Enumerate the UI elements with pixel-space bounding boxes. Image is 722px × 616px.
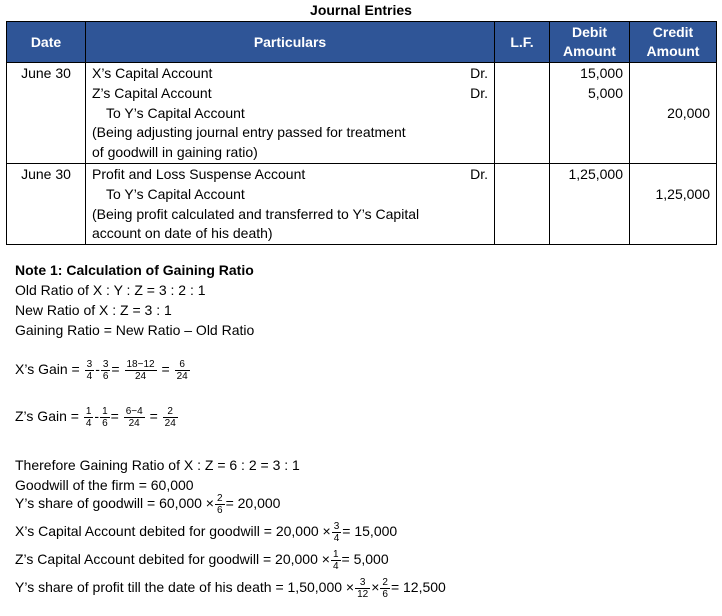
header-lf: L.F. [495, 22, 550, 63]
therefore-ratio: Therefore Gaining Ratio of X : Z = 6 : 2 = 3 : 1 [15, 457, 300, 473]
entry-credit: 20,000 [630, 63, 717, 164]
entry-lf [495, 163, 550, 244]
note-heading: Note 1: Calculation of Gaining Ratio [15, 262, 254, 278]
entry-particulars: Profit and Loss Suspense Account Dr. To Y’s Capital Account (Being profit calculated and transferred to Y’s Capital account on date of his death) [86, 163, 495, 244]
entry-debit: 1,25,000 [550, 163, 630, 244]
entry-debit: 15,000 5,000 [550, 63, 630, 164]
x-gain-formula: X’s Gain = $\frac{3}{4}$ - $\frac{3}{6}$ = $\frac{18-12}{24}$ = $\frac{6}{24}$ [15, 359, 188, 382]
entry-credit: 1,25,000 [630, 163, 717, 244]
goodwill-value: Goodwill of the firm = 60,000 [15, 477, 194, 493]
journal-table [6, 21, 717, 245]
y-profit-share: Y’s share of profit till the date of his death = 1,50,000 × $\frac{3}{12}$ × $\frac{2}{6}$ = 12,500 [15, 577, 446, 600]
z-gain-formula: Z’s Gain = $\frac{1}{4}$ - $\frac{1}{6}$ = $\frac{6-4}{24}$ = $\frac{2}{24}$ [15, 406, 176, 429]
y-share-goodwill: Y’s share of goodwill = 60,000 × $\frac{2}{6}$ = 20,000 [15, 493, 281, 516]
header-debit: Debit Amount [550, 22, 630, 63]
new-ratio: New Ratio of X : Z = 3 : 1 [15, 302, 172, 318]
entry-particulars: X’s Capital Account Dr. Z’s Capital Account Dr. To Y’s Capital Account (Being adjusting journal entry passed for treatment of goodwill in gaining ratio) [86, 63, 495, 164]
entry-date: June 30 [7, 163, 86, 244]
entry-date: June 30 [7, 63, 86, 164]
old-ratio: Old Ratio of X : Y : Z = 3 : 2 : 1 [15, 282, 206, 298]
page-title: Journal Entries [310, 2, 412, 18]
table-row [7, 63, 717, 164]
header-row [7, 22, 717, 63]
gaining-formula: Gaining Ratio = New Ratio – Old Ratio [15, 322, 255, 338]
header-particulars: Particulars [86, 22, 495, 63]
header-credit: Credit Amount [630, 22, 717, 63]
table-row [7, 163, 717, 244]
header-date: Date [7, 22, 86, 63]
x-capital-debit: X’s Capital Account debited for goodwill = 20,000 × $\frac{3}{4}$ = 15,000 [15, 521, 398, 544]
z-capital-debit: Z’s Capital Account debited for goodwill = 20,000 × $\frac{1}{4}$ = 5,000 [15, 549, 389, 572]
entry-lf [495, 63, 550, 164]
